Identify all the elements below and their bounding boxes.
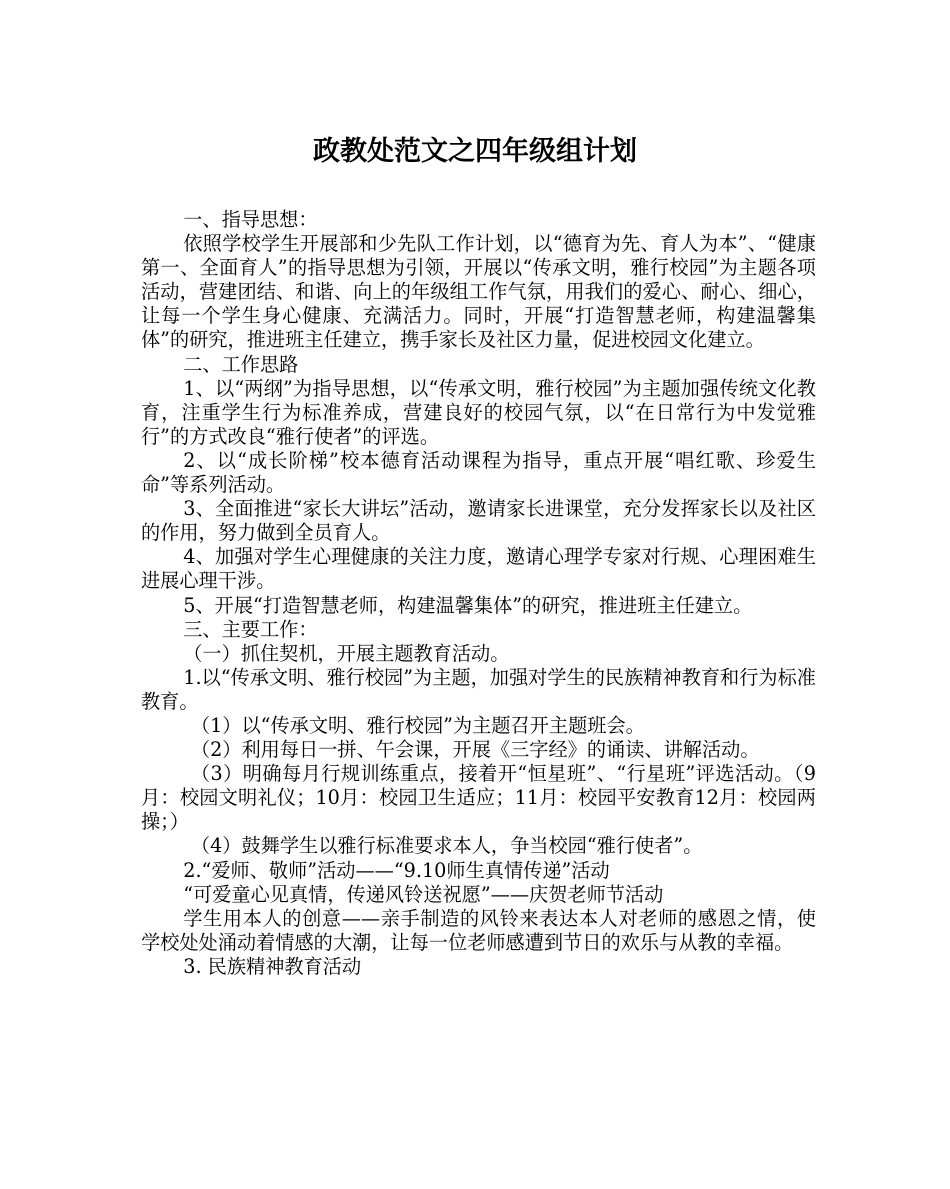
section-heading: 一、指导思想： [183,208,318,231]
paragraph: 5、开展“打造智慧老师，构建温馨集体”的研究，推进班主任建立。 [183,593,753,617]
paragraph: 3、全面推进“家长大讲坛”活动，邀请家长进课堂，充分发挥家长以及社区的作用，努力做到全员育人。 [141,497,816,545]
paragraph: 学生用本人的创意——亲手制造的风铃来表达本人对老师的感恩之情，使学校处处涌动着情感的大潮，让每一位老师感遭到节日的欢乐与从教的幸福。 [141,906,816,954]
paragraph: 1.以“传承文明、雅行校园”为主题，加强对学生的民族精神教育和行为标准教育。 [141,665,816,713]
list-item: （4）鼓舞学生以雅行标准要求本人，争当校园“雅行使者”。 [190,834,703,858]
paragraph: 1、以“两纲”为指导思想，以“传承文明，雅行校园”为主题加强传统文化教育，注重学生行为标准养成，营建良好的校园气氛，以“在日常行为中发觉雅行”的方式改良“雅行使者”的评选。 [141,376,816,448]
subsection-heading: （一）抓住契机，开展主题教育活动。 [183,641,510,665]
paragraph: 2、以“成长阶梯”校本德育活动课程为指导，重点开展“唱红歌、珍爱生命”等系列活动。 [141,448,816,497]
paragraph: 2.“爱师、敬师”活动——“9.10师生真情传递”活动 [183,858,610,882]
list-item: （2）利用每日一拼、午会课，开展《三字经》的诵读、讲解活动。 [190,738,760,762]
document-title: 政教处范文之四年级组计划 [313,136,637,167]
paragraph: “可爱童心见真情，传递风铃送祝愿”——庆贺老师节活动 [183,882,664,906]
paragraph: 4、加强对学生心理健康的关注力度，邀请心理学专家对行规、心理困难生进展心理干涉。 [141,545,816,593]
document-body [141,208,816,979]
paragraph: 3. 民族精神教育活动 [183,954,362,978]
list-item: （3）明确每月行规训练重点，接着开“恒星班”、“行星班”评选活动。（9月：校园文明礼仪；10月：校园卫生适应；11月：校园平安教育12月：校园两操；） [141,762,816,834]
list-item: （1）以“传承文明、雅行校园”为主题召开主题班会。 [190,713,645,737]
paragraph: 依照学校学生开展部和少先队工作计划，以“德育为先、育人为本”、“健康第一、全面育人”的指导思想为引领，开展以“传承文明，雅行校园”为主题各项活动，营建团结、和谐、向上的年级组工作气氛，用我们的爱心、耐心、细心，让每一个学生身心健康、充满活力。同时，开展“打造智慧老师，构建温馨集体”的研究，推进班主任建立，携手家长及社区力量，促进校园文化建立。 [141,232,816,352]
section-heading: 三、主要工作： [183,617,318,641]
section-heading: 二、工作思路 [183,352,299,376]
